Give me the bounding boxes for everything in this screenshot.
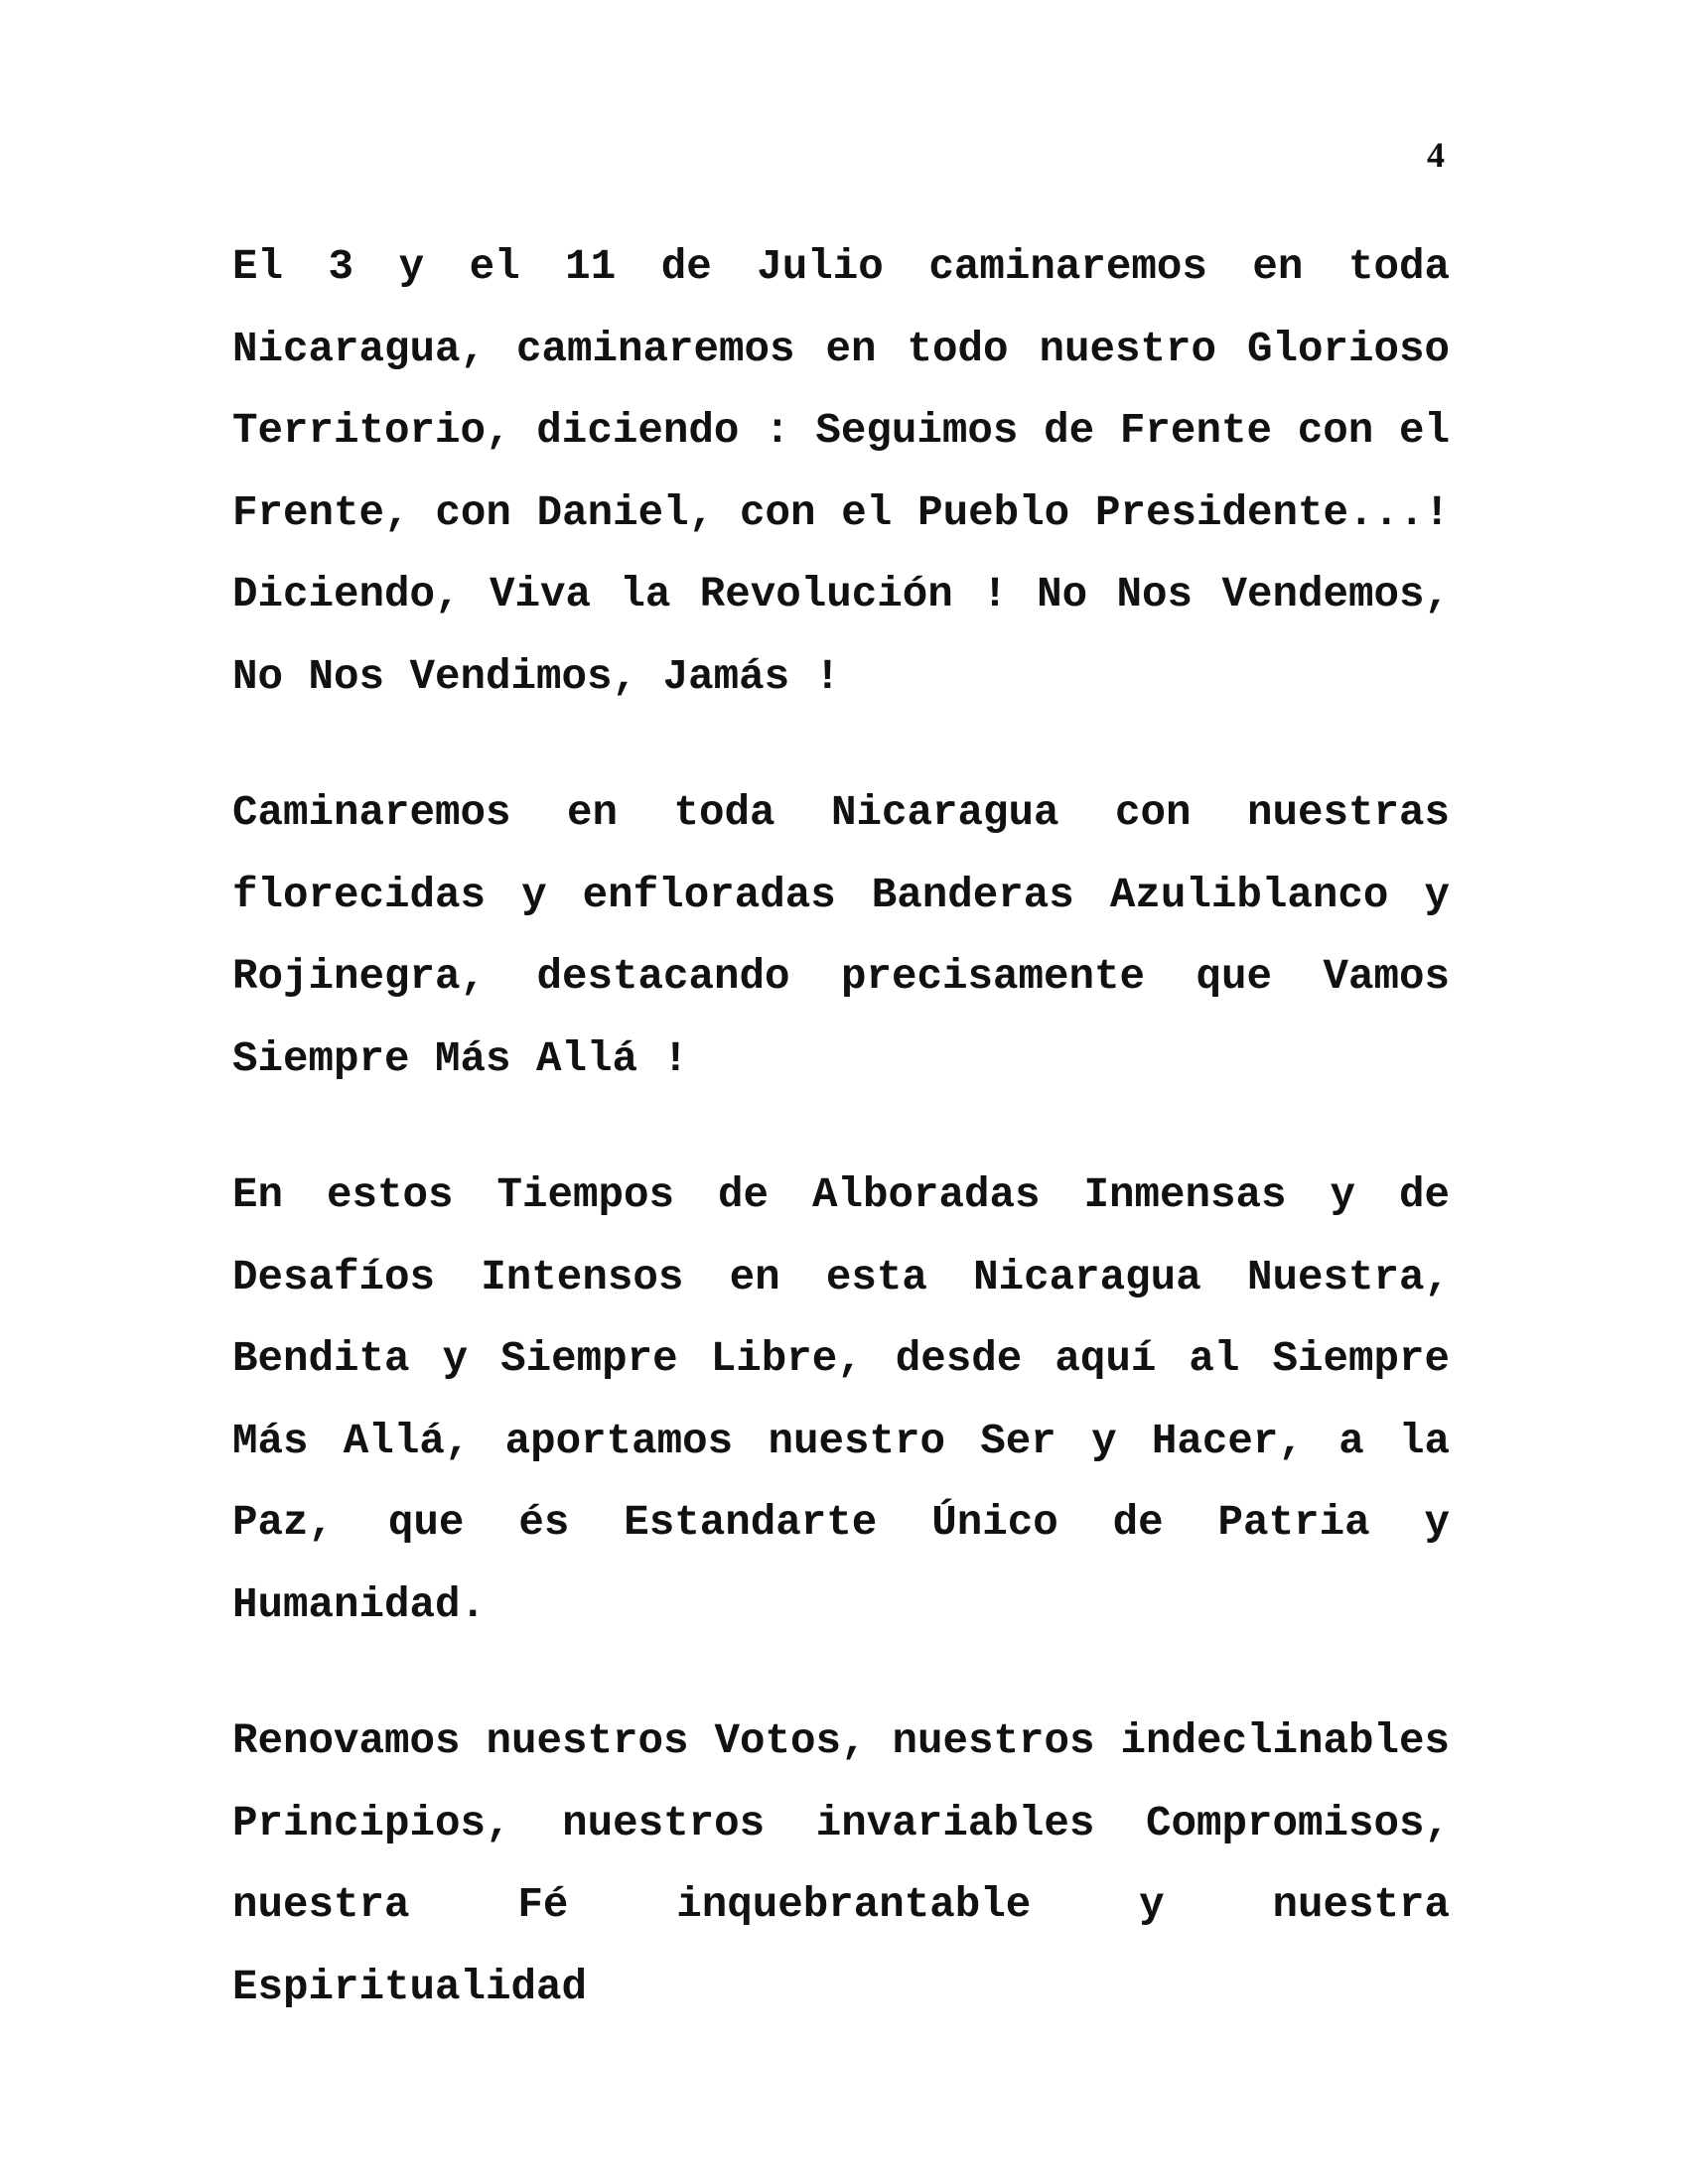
text-line: Más Allá, aportamos nuestro Ser y Hacer, a la — [232, 1417, 1450, 1465]
paragraph-1 — [232, 226, 1450, 718]
text-line: Nicaragua, caminaremos en todo nuestro Glorioso — [232, 325, 1450, 373]
paragraph-3 — [232, 1155, 1450, 1646]
text-line: El 3 y el 11 de Julio caminaremos en toda — [232, 243, 1450, 291]
text-line: En estos Tiempos de Alboradas Inmensas y de — [232, 1171, 1450, 1219]
text-line: Rojinegra, destacando precisamente que Vamos — [232, 953, 1450, 1001]
text-line: Caminaremos en toda Nicaragua con nuestras — [232, 789, 1450, 837]
text-line: Principios, nuestros invariables Compromisos, — [232, 1799, 1450, 1847]
text-line: florecidas y enfloradas Banderas Azuliblanco y — [232, 871, 1450, 919]
text-line: Bendita y Siempre Libre, desde aquí al Siempre — [232, 1335, 1450, 1383]
text-line: Renovamos nuestros Votos, nuestros indeclinables — [232, 1717, 1450, 1765]
paragraph-4 — [232, 1701, 1450, 2011]
text-line: Desafíos Intensos en esta Nicaragua Nuestra, — [232, 1253, 1450, 1301]
document-body — [232, 226, 1450, 2011]
text-line: Humanidad. — [232, 1580, 487, 1629]
text-line: nuestra Fé inquebrantable y nuestra Espiritualidad — [232, 1881, 1450, 2011]
text-line: Territorio, diciendo : Seguimos de Frente con el — [232, 407, 1450, 455]
text-line: No Nos Vendimos, Jamás ! — [232, 652, 841, 701]
page-number: 4 — [1427, 135, 1445, 175]
text-line: Diciendo, Viva la Revolución ! No Nos Vendemos, — [232, 571, 1450, 618]
text-line: Siempre Más Allá ! — [232, 1034, 689, 1083]
text-line: Paz, que és Estandarte Único de Patria y — [232, 1499, 1450, 1547]
paragraph-2 — [232, 772, 1450, 1100]
text-line: Frente, con Daniel, con el Pueblo Presidente...! — [232, 488, 1450, 537]
